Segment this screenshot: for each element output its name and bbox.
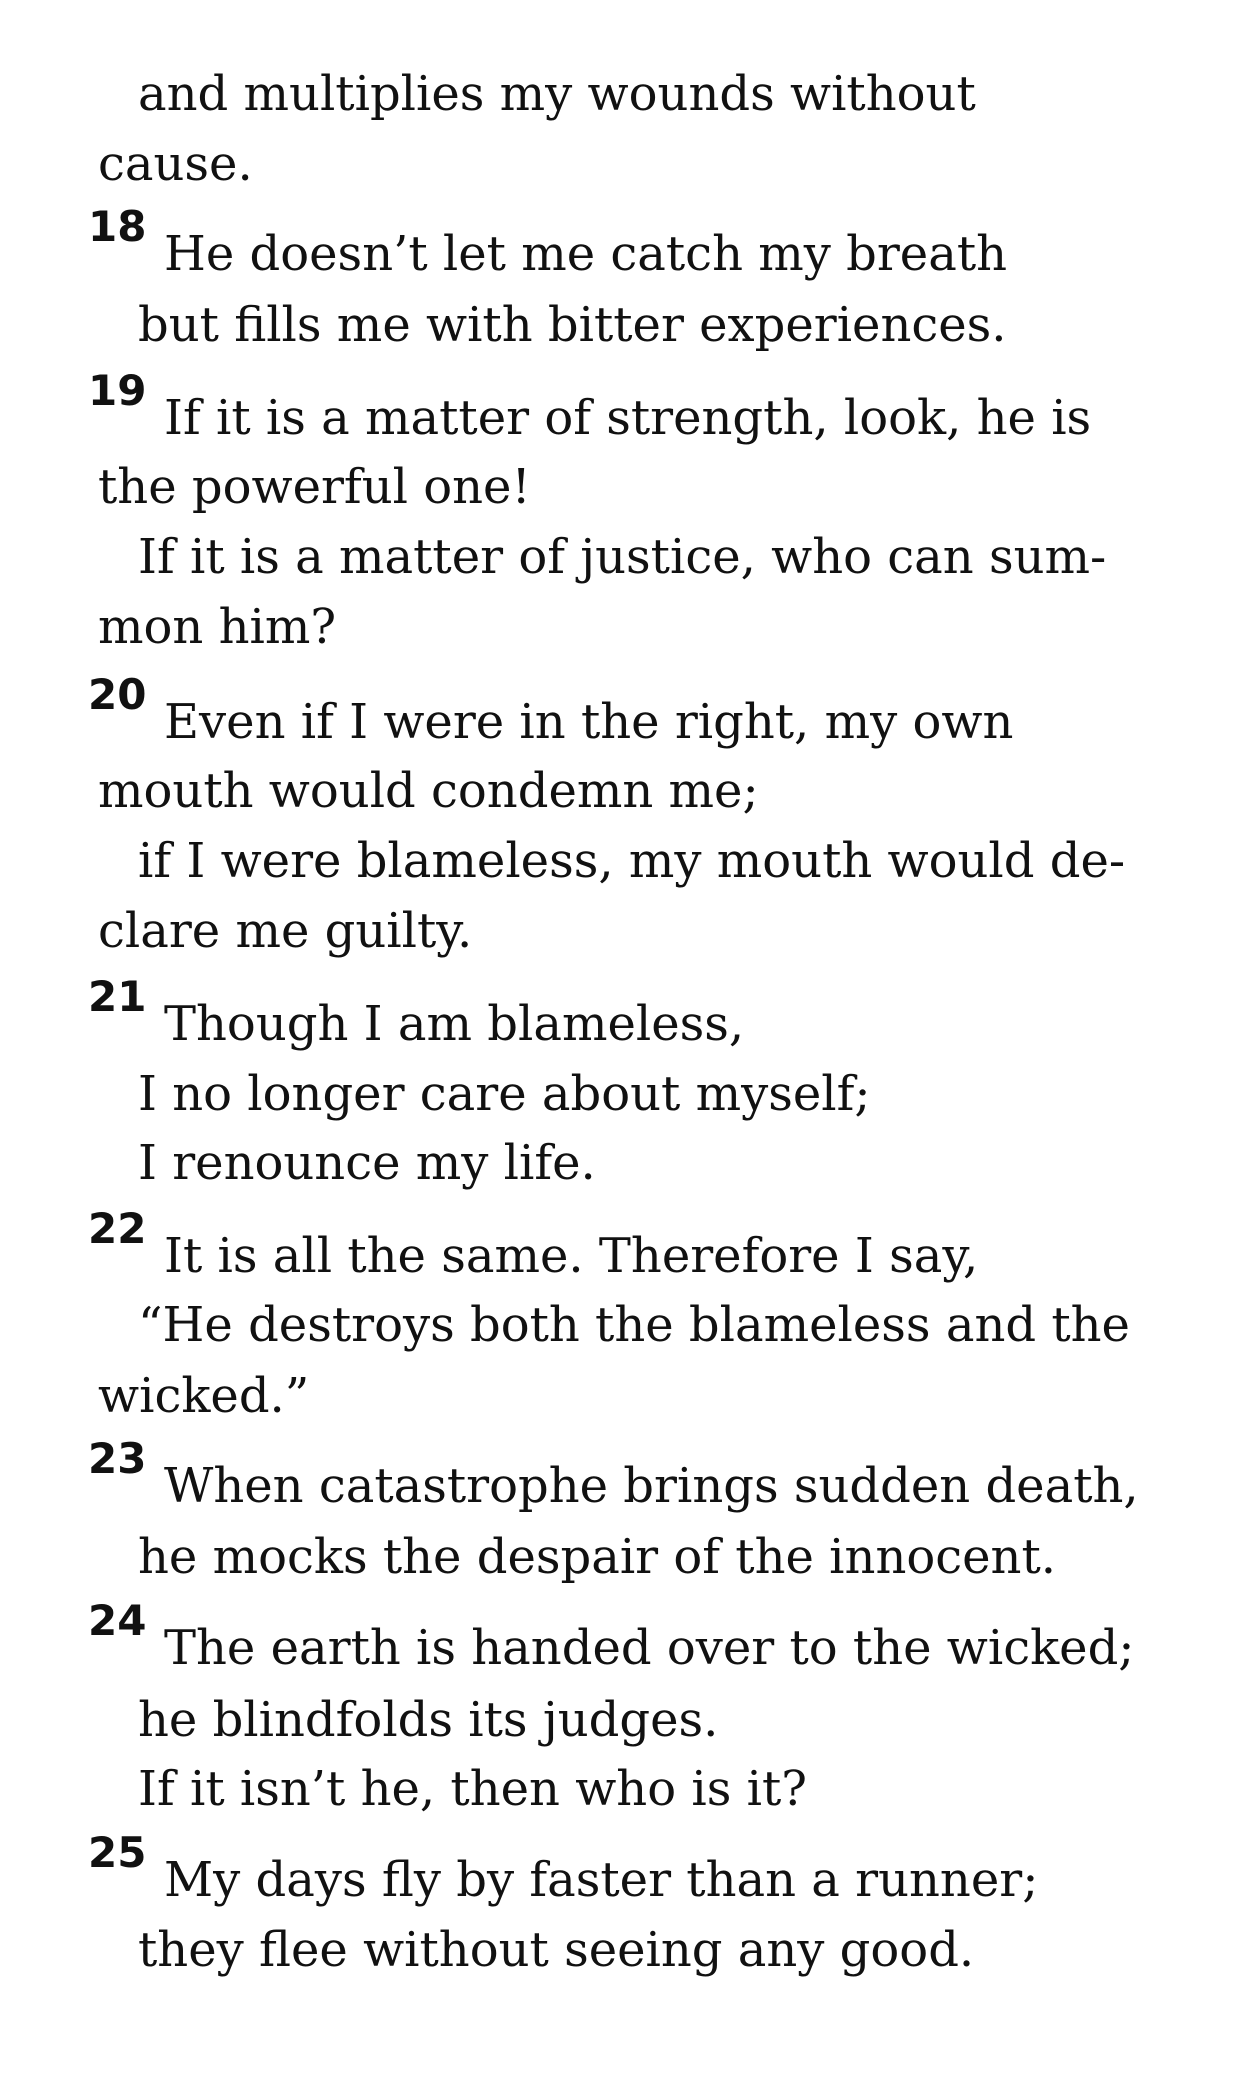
text-line: My days fly by faster than a runner; — [164, 1852, 1039, 1908]
text-line: The earth is handed over to the wicked; — [164, 1620, 1135, 1676]
text-line: If it is a matter of strength, look, he is — [164, 390, 1092, 446]
verse-number: 25 — [88, 1828, 147, 1877]
verse-number: 18 — [88, 202, 147, 251]
text-line: wicked.” — [98, 1368, 310, 1424]
text-line: cause. — [98, 136, 253, 192]
text-line: but fills me with bitter experiences. — [138, 297, 1007, 353]
verse-number: 23 — [88, 1434, 147, 1483]
text-line: “He destroys both the blameless and the — [138, 1297, 1130, 1353]
text-line: When catastrophe brings sudden death, — [164, 1458, 1139, 1514]
text-line: Even if I were in the right, my own — [164, 694, 1014, 750]
text-line: If it isn’t he, then who is it? — [138, 1761, 807, 1817]
text-line: I renounce my life. — [138, 1135, 596, 1191]
text-line: they flee without seeing any good. — [138, 1922, 975, 1978]
text-line: the powerful one! — [98, 459, 531, 515]
text-line: and multiplies my wounds without — [138, 66, 976, 122]
text-line: If it is a matter of justice, who can sum- — [138, 529, 1107, 585]
text-line: if I were blameless, my mouth would de- — [138, 833, 1126, 889]
text-line: Though I am blameless, — [164, 996, 745, 1052]
verse-number: 22 — [88, 1204, 147, 1253]
text-line: mouth would condemn me; — [98, 763, 759, 819]
text-line: clare me guilty. — [98, 903, 473, 959]
verse-number: 19 — [88, 366, 147, 415]
verse-number: 20 — [88, 670, 147, 719]
text-line: He doesn’t let me catch my breath — [164, 226, 1008, 282]
verse-number: 21 — [88, 972, 147, 1021]
text-line: I no longer care about myself; — [138, 1066, 871, 1122]
text-line: mon him? — [98, 599, 337, 655]
text-line: he blindfolds its judges. — [138, 1692, 719, 1748]
verse-number: 24 — [88, 1596, 147, 1645]
text-line: he mocks the despair of the innocent. — [138, 1529, 1056, 1585]
text-line: It is all the same. Therefore I say, — [164, 1228, 979, 1284]
